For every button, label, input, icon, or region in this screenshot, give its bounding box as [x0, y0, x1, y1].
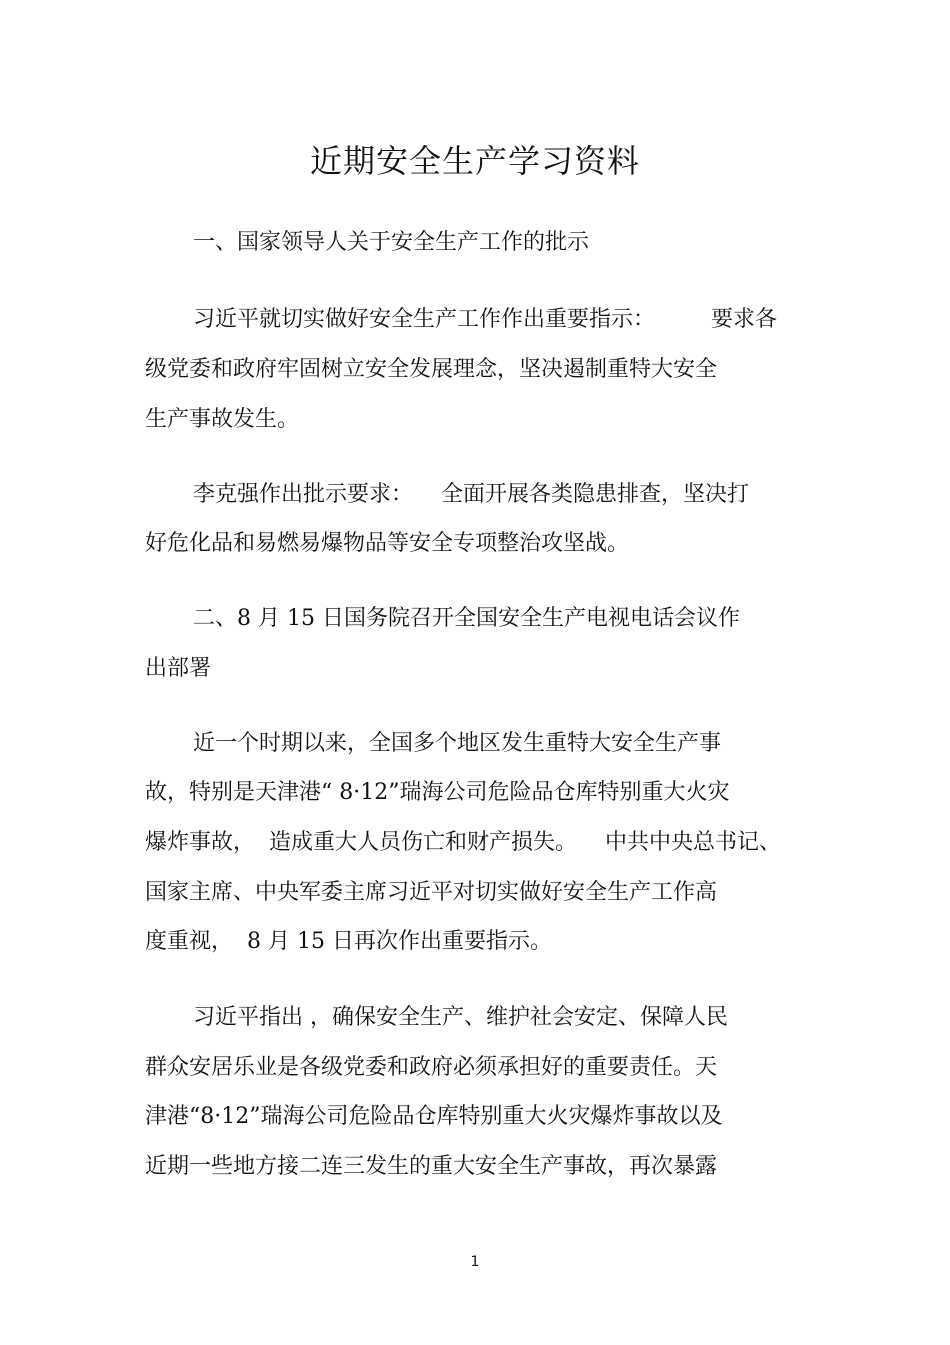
paragraph-line: 李克强作出批示要求： 全面开展各类隐患排查，坚决打 [193, 482, 749, 507]
page-number: 1 [470, 1254, 480, 1270]
paragraph-line: 爆炸事故， 造成重大人员伤亡和财产损失。 中共中央总书记、 [145, 830, 781, 855]
paragraph-line: 级党委和政府牢固树立安全发展理念，坚决遏制重特大安全 [145, 357, 718, 382]
paragraph-line: 故，特别是天津港“ 8·12”瑞海公司危险品仓库特别重大火灾 [145, 780, 730, 805]
section-heading-2: 二、8 月 15 日国务院召开全国安全生产电视电话会议作 [193, 606, 740, 631]
paragraph-line: 国家主席、中央军委主席习近平对切实做好安全生产工作高 [145, 880, 718, 905]
paragraph-line: 好危化品和易燃易爆物品等安全专项整治攻坚战。 [145, 531, 630, 556]
paragraph-line: 近一个时期以来，全国多个地区发生重特大安全生产事 [193, 731, 722, 756]
paragraph-line: 度重视， 8 月 15 日再次作出重要指示。 [145, 929, 552, 954]
section-heading-2-continued: 出部署 [145, 656, 212, 681]
paragraph-line: 近期一些地方接二连三发生的重大安全生产事故，再次暴露 [145, 1154, 718, 1179]
paragraph-line: 习近平就切实做好安全生产工作作出重要指示： 要求各 [193, 307, 777, 332]
section-heading-1: 一、国家领导人关于安全生产工作的批示 [193, 230, 590, 255]
document-title: 近期安全生产学习资料 [309, 142, 640, 180]
paragraph-line: 生产事故发生。 [145, 407, 300, 432]
paragraph-line: 习近平指出 ，确保安全生产、维护社会安定、保障人民 [193, 1005, 728, 1030]
paragraph-line: 津港“8·12”瑞海公司危险品仓库特别重大火灾爆炸事故以及 [145, 1104, 723, 1129]
paragraph-line: 群众安居乐业是各级党委和政府必须承担好的重要责任。天 [145, 1055, 718, 1080]
